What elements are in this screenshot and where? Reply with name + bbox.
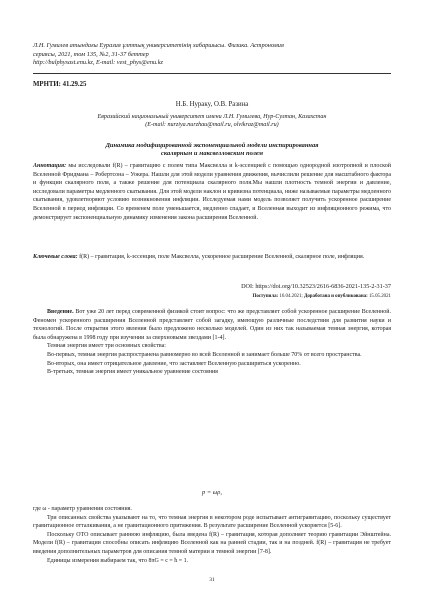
body-paragraph: где ω - параметр уравнения состояния.	[33, 506, 132, 512]
authors: Н.Б. Нуракy, О.В. Разина	[175, 101, 249, 108]
abstract-label: Аннотация:	[33, 163, 67, 169]
accepted-label: Доработана и опубликована:	[304, 294, 368, 299]
dates-line	[253, 294, 391, 299]
keywords-label: Ключевые слова:	[33, 254, 78, 260]
journal-header-line3: http://bulphysast.enu.kz, E-mail: vest_phys@enu.kz	[33, 59, 163, 67]
equation-of-state: p = ωρ,	[202, 489, 222, 496]
intro-text: Вот уже 20 лет перед современной физикой стоит вопрос: что же представляет собой ускоренное расширение Вселенной. Феномен ускоренного расширения Вселенной представляет собой загадку, имеющую различные последствия для развития науки и технологий. После открытия этого явления было предложено несколько моделей. Один из них так называемая темная энергия, которая была обнаружена в 1998 году при изучении за сверхновыми звездами [1-4].	[33, 309, 391, 341]
paper-title	[40, 142, 384, 159]
received-label: Поступила:	[252, 294, 279, 299]
body-continued	[33, 505, 391, 565]
intro-paragraph: Во-первых, темная энергия распространена равномерно во всей Вселенной и занимает больше 70% от всего пространства.	[47, 351, 362, 358]
keywords	[33, 253, 391, 262]
abstract-text: мы исследовали f(R) – гравитацию с полем типа Максвелла и k-эссенцией с помощью однородной изотропной и плоской Вселенной Фридмана – Робертсона – Уокера. Нашли для этой модели уравнения движения, вычислили решение для масштабного фактора и функции скалярного поля, а также решение для потенциала скалярного поля.Мы нашли плотность темной энергии и давление, исследовали параметры медленного скатывания. Для этой модели наклон и кривизна потенциала, ниже называемые параметры медленного скатывания, удовлетворяют условию возникновения инфляции. Исследуемая нами модель позволяет получить ускоренное расширение Вселенной в период инфляции. Со временем поле уменьшается, медленно спадает, и Вселенная выходит из инфляционного режима, что демонстрирует экспоненциальную динамику изменения закона расширения Вселенной.	[33, 163, 391, 221]
header-divider	[33, 73, 391, 74]
mrnti-code: МРНТИ: 41.29.25	[33, 81, 87, 88]
intro-paragraph: Темная энергия имеет три основных свойства:	[47, 343, 166, 350]
intro-paragraph	[33, 308, 391, 342]
introduction	[33, 308, 391, 377]
abstract	[33, 162, 391, 222]
accepted-date: 15.05.2021	[367, 294, 391, 299]
intro-label: Введение.	[47, 309, 74, 315]
received-date: 16.04.2021;	[278, 294, 304, 299]
affiliation-emails: (E-mail: nurziya.nurzhau@mail.ru, olvikraz@mail.ru)	[145, 122, 279, 129]
journal-header	[33, 42, 393, 68]
affiliation	[40, 113, 384, 129]
page-number: 31	[209, 577, 215, 583]
body-paragraph: Три описанных свойства указывают на то, что темная энергия в некотором роде испытывает антигравитацию, поскольку существует гравитационное отталкивания, а не гравитационного притяжения. В результате расширение Вселенной ускоряется [5-6].	[33, 514, 391, 530]
intro-paragraph: В-третьих, темная энергия имеет уникальное уравнение состояния	[47, 369, 218, 376]
journal-header-line1: Л.Н. Гумилев атындағы Еуразия ұлттық университетінің хабаршысы. Физика. Астрономия	[33, 42, 284, 49]
body-paragraph: Единицы измерения выбираем так, что 8πG = c = ħ = 1.	[47, 557, 189, 564]
keywords-text: f(R) – гравитация, k-эссенция, поле Максвелла, ускоренное расширение Вселенной, скалярное поле, инфляция.	[77, 254, 365, 260]
paper-title-line2: скалярным и максвелловским полем	[161, 150, 263, 158]
journal-header-line2: сериясы, 2021, том 135, №2, 31-37 беттер	[33, 50, 149, 58]
doi-line: DOI: https://doi.org/10.32523/2616-6836-2021-135-2-31-37	[241, 283, 391, 290]
paper-title-line1: Динамика модифицированной экспоненциальной модели инспирированная	[105, 142, 319, 149]
body-paragraph: Поскольку ОТО описывает раннюю инфляцию, была введена f(R) – гравитация, которая дополняет теорию гравитации Эйнштейна. Модели f(R) – гравитации способны описать инфляцию Вселенной как на ранней стадии, так и на поздней. f(R) – гравитация не требует введения дополнительных параметров для описания темной материи и темной энергии [7-8].	[33, 531, 391, 555]
intro-paragraph: Во-вторых, она имеет отрицательное давление, что заставляет Вселенную расшириться ускоренно.	[47, 360, 301, 367]
affiliation-line1: Евразийский национальный университет имени Л.Н. Гумилева, Нур-Султан, Казахстан	[97, 114, 327, 120]
